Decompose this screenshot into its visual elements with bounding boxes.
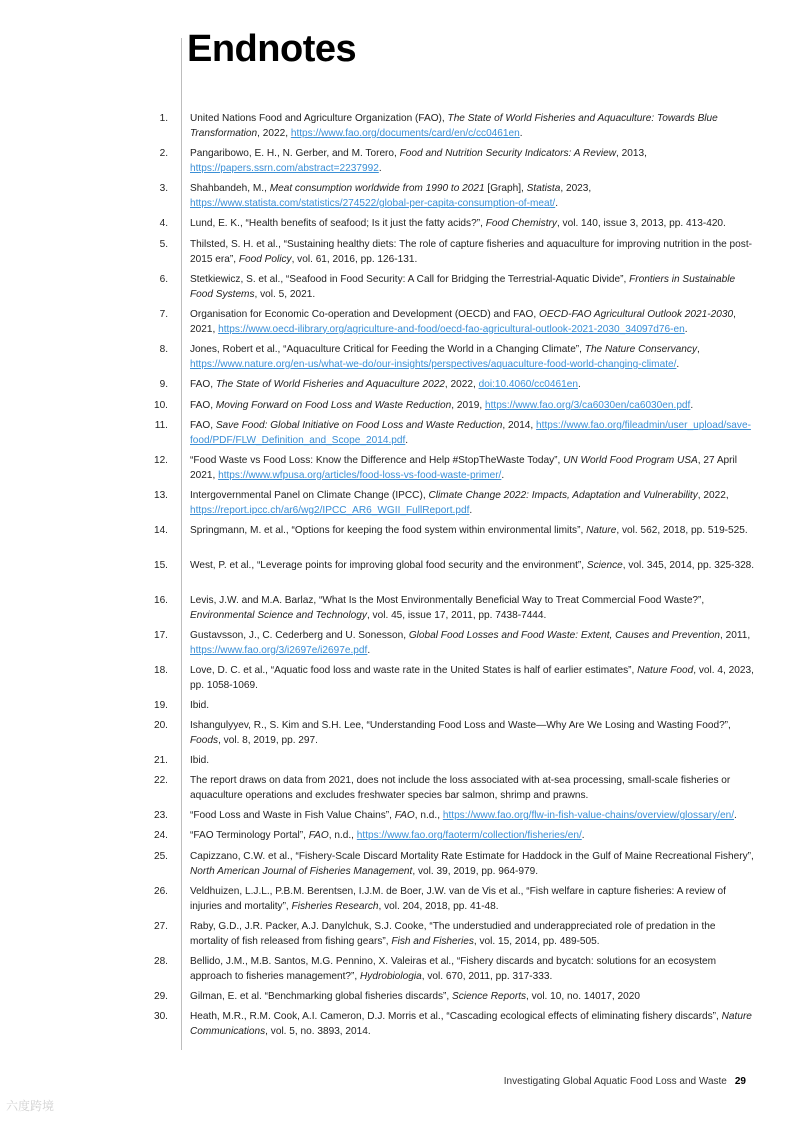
endnote-segment: , 2022,: [444, 379, 479, 390]
page-title: Endnotes: [187, 28, 357, 70]
endnote-link[interactable]: https://www.oecd-ilibrary.org/agriculture-and-food/oecd-fao-agricultural-outlook-2021-2030_34097d76-en: [218, 323, 685, 335]
endnote-text: [190, 112, 755, 142]
endnote-text: [190, 594, 755, 624]
endnote-number: 9.: [159, 379, 168, 390]
margin-rule: [181, 38, 182, 1050]
endnote-text: [190, 454, 755, 484]
endnote-number: 16.: [153, 595, 168, 606]
endnote-segment: , vol. 15, 2014, pp. 489-505.: [473, 935, 600, 947]
endnote-text: [190, 754, 755, 769]
endnote-text: [190, 629, 755, 659]
endnote-title: Science: [586, 560, 623, 571]
endnote-segment: Springmann, M. et al., “Options for keeping the food system within environmental limits”,: [190, 525, 587, 536]
endnote-text: [190, 885, 755, 915]
endnote-number: 10.: [153, 400, 168, 411]
endnote-link[interactable]: https://www.fao.org/3/i2697e/i2697e.pdf: [190, 644, 368, 656]
endnote-title: Meat consumption worldwide from 1990 to 2021: [269, 183, 485, 194]
endnote-segment: .: [405, 434, 409, 446]
endnote-segment: Pangaribowo, E. H., N. Gerber, and M. Torero,: [190, 148, 400, 159]
endnote-number: 4.: [159, 218, 168, 229]
endnote-title: Frontiers in Sustainable Food Systems: [190, 274, 736, 300]
endnote-segment: Bellido, J.M., M.B. Santos, M.G. Pennino, X. Valeiras et al., “Fishery discards and bycatch: solutions for an ecosystem approach to fisheries management?”,: [190, 956, 717, 982]
endnote-segment: , 2021,: [190, 309, 736, 335]
endnote-text: [190, 920, 755, 950]
endnote-segment: , 2013,: [616, 148, 647, 159]
endnote-segment: , vol. 45, issue 17, 2011, pp. 7438-7444.: [366, 609, 547, 621]
endnote-title: FAO: [308, 830, 329, 841]
page-footer: [470, 1076, 746, 1087]
endnote-number: 25.: [153, 851, 168, 862]
endnote-segment: , vol. 39, 2019, pp. 964-979.: [412, 865, 539, 877]
endnote-segment: , vol. 4, 2023, pp. 1058-1069.: [190, 665, 754, 691]
endnote-number: 7.: [159, 309, 168, 320]
endnote-segment: Shahbandeh, M.,: [190, 183, 270, 194]
endnote-segment: Thilsted, S. H. et al., “Sustaining healthy diets: The role of capture fisheries and aquaculture for improving nutrition in the post-2015 era”,: [190, 239, 752, 265]
endnote-number: 22.: [153, 775, 168, 786]
endnote-segment: Heath, M.R., R.M. Cook, A.I. Cameron, D.J. Morris et al., “Cascading ecological effects of eliminating fishery discards”,: [190, 1011, 722, 1022]
endnote-title: The State of World Fisheries and Aquaculture 2022: [215, 379, 445, 390]
endnote-link[interactable]: https://www.fao.org/flw-in-fish-value-chains/overview/glossary/en/: [442, 810, 734, 821]
endnote-title: OECD-FAO Agricultural Outlook 2021-2030: [538, 309, 734, 320]
endnote-number: 21.: [153, 755, 168, 766]
endnote-segment: Jones, Robert et al., “Aquaculture Critical for Feeding the World in a Changing Climate”,: [190, 344, 585, 355]
endnote-segment: .: [501, 469, 505, 481]
endnote-text: [190, 524, 755, 539]
endnote-segment: “FAO Terminology Portal”,: [190, 830, 309, 841]
endnote-title: North American Journal of Fisheries Management: [190, 865, 413, 877]
endnote-link[interactable]: https://www.fao.org/3/ca6030en/ca6030en.pdf: [484, 400, 691, 411]
endnote-number: 13.: [153, 490, 168, 501]
endnote-segment: Stetkiewicz, S. et al., “Seafood in Food Security: A Call for Bridging the Terrestrial-Aquatic Divide”,: [190, 274, 630, 285]
endnote-segment: “Food Loss and Waste in Fish Value Chains”,: [190, 810, 395, 821]
endnote-segment: Lund, E. K., “Health benefits of seafood; Is it just the fatty acids?”,: [190, 218, 486, 229]
endnote-title: Nature Food: [637, 665, 694, 676]
endnote-segment: , 27 April 2021,: [190, 455, 738, 481]
endnote-link[interactable]: https://www.nature.org/en-us/what-we-do/our-insights/perspectives/aquaculture-food-world-changing-climate/: [190, 358, 677, 370]
watermark-logo: 六度跨境: [6, 1099, 55, 1113]
endnote-text: [190, 308, 755, 338]
endnote-number: 8.: [159, 344, 168, 355]
endnote-number: 3.: [159, 183, 168, 194]
endnote-segment: ,: [697, 344, 700, 355]
endnote-link[interactable]: https://www.fao.org/documents/card/en/c/cc0461en: [290, 127, 520, 139]
endnote-number: 6.: [159, 274, 168, 285]
endnote-text: [190, 378, 755, 393]
endnote-segment: Levis, J.W. and M.A. Barlaz, “What Is the Most Environmentally Beneficial Way to Treat Commercial Food Waste?”,: [190, 595, 705, 606]
endnote-segment: , vol. 5, no. 3893, 2014.: [265, 1025, 371, 1037]
endnote-title: The State of World Fisheries and Aquaculture: Towards Blue Transformation: [190, 113, 718, 139]
endnote-segment: Intergovernmental Panel on Climate Change (IPCC),: [190, 490, 429, 501]
endnote-title: Fish and Fisheries: [391, 935, 474, 947]
endnote-number: 1.: [159, 113, 168, 124]
endnote-title: UN World Food Program USA: [563, 455, 698, 466]
endnote-segment: .: [577, 379, 581, 390]
endnote-title: Fisheries Research: [291, 900, 379, 912]
endnote-link[interactable]: https://www.wfpusa.org/articles/food-loss-vs-food-waste-primer/: [218, 469, 502, 481]
footer-text: Investigating Global Aquatic Food Loss and Waste: [503, 1076, 727, 1087]
endnote-title: Food Policy: [238, 253, 292, 265]
endnote-text: [190, 217, 755, 232]
endnote-segment: .: [676, 358, 680, 370]
endnote-number: 23.: [153, 810, 168, 821]
endnote-segment: FAO,: [190, 420, 216, 431]
endnote-segment: , vol. 5, 2021.: [254, 288, 316, 300]
endnote-segment: Capizzano, C.W. et al., “Fishery-Scale Discard Mortality Rate Estimate for Haddock in the Gulf of Maine Recreational Fishery”,: [190, 851, 754, 862]
endnote-segment: , vol. 204, 2018, pp. 41-48.: [378, 900, 499, 912]
endnote-segment: .: [555, 197, 559, 209]
endnote-segment: , vol. 140, issue 3, 2013, pp. 413-420.: [556, 218, 726, 229]
endnote-segment: , 2014,: [502, 420, 537, 431]
endnote-number: 2.: [159, 148, 168, 159]
endnote-segment: , 2023,: [560, 183, 592, 194]
endnote-segment: , 2019,: [451, 400, 485, 411]
endnote-number: 20.: [153, 720, 168, 731]
endnote-number: 28.: [153, 956, 168, 967]
endnote-text: [190, 664, 755, 694]
endnote-title: Statista: [526, 183, 561, 194]
endnote-segment: , 2022,: [697, 490, 729, 501]
endnote-segment: , vol. 10, no. 14017, 2020: [526, 991, 640, 1002]
endnote-link[interactable]: https://www.fao.org/fileadmin/user_upload/save-food/PDF/FLW_Definition_and_Scope_2014.pdf: [190, 420, 751, 446]
endnote-segment: Love, D. C. et al., “Aquatic food loss and waste rate in the United States is half of earlier estimates”,: [190, 665, 638, 676]
endnote-segment: Raby, G.D., J.R. Packer, A.J. Danylchuk, S.J. Cooke, “The understudied and underappreciated role of predation in the mortality of fish released from fishing gears”,: [190, 921, 716, 947]
endnote-segment: [Graph],: [484, 183, 527, 194]
endnote-link[interactable]: https://report.ipcc.ch/ar6/wg2/IPCC_AR6_WGII_FullReport.pdf: [190, 504, 470, 516]
endnote-number: 18.: [153, 665, 168, 676]
endnote-link[interactable]: https://www.statista.com/statistics/274522/global-per-capita-consumption-of-meat/: [190, 197, 556, 209]
endnote-title: Food and Nutrition Security Indicators: A Review: [399, 148, 617, 159]
endnote-segment: .: [367, 644, 371, 656]
endnote-segment: , n.d.,: [328, 830, 357, 841]
endnote-text: [190, 774, 755, 804]
endnote-title: Science Reports: [451, 991, 527, 1002]
endnote-segment: FAO,: [190, 400, 216, 411]
endnote-text: [190, 850, 755, 880]
endnote-segment: United Nations Food and Agriculture Organization (FAO),: [190, 113, 448, 124]
endnote-text: [190, 147, 755, 177]
endnote-title: Hydrobiologia: [360, 970, 422, 982]
endnote-title: FAO: [394, 810, 415, 821]
endnote-text: [190, 829, 755, 844]
endnote-segment: West, P. et al., “Leverage points for improving global food security and the environment”,: [190, 560, 587, 571]
endnote-title: The Nature Conservancy: [584, 344, 697, 355]
endnote-segment: The report draws on data from 2021, does not include the loss associated with at-sea processing, small-scale fisheries or aquaculture operations and excludes freshwater species bar salmon, shrimp and prawns.: [190, 775, 731, 801]
endnote-segment: , vol. 562, 2018, pp. 519-525.: [616, 525, 748, 536]
endnote-text: [190, 343, 755, 373]
endnote-number: 24.: [153, 830, 168, 841]
endnote-number: 19.: [153, 700, 168, 711]
endnote-number: 14.: [153, 525, 168, 536]
endnote-text: [190, 559, 755, 574]
endnote-title: Save Food: Global Initiative on Food Loss and Waste Reduction: [215, 420, 503, 431]
endnote-number: 12.: [153, 455, 168, 466]
endnote-number: 26.: [153, 886, 168, 897]
endnote-title: Moving Forward on Food Loss and Waste Reduction: [215, 400, 452, 411]
endnote-title: Environmental Science and Technology: [190, 609, 367, 621]
endnote-segment: , vol. 670, 2011, pp. 317-333.: [421, 970, 553, 982]
endnote-segment: Organisation for Economic Co-operation and Development (OECD) and FAO,: [190, 309, 539, 320]
endnote-text: [190, 238, 755, 268]
endnote-number: 15.: [153, 560, 168, 571]
endnote-segment: , 2011,: [720, 630, 751, 641]
endnote-text: [190, 419, 755, 449]
endnote-number: 5.: [159, 239, 168, 250]
endnote-number: 17.: [153, 630, 168, 641]
endnote-number: 30.: [153, 1011, 168, 1022]
endnote-segment: Ishangulyyev, R., S. Kim and S.H. Lee, “Understanding Food Loss and Waste—Why Are We Losing and Wasting Food?”,: [190, 720, 731, 731]
endnote-segment: , n.d.,: [414, 810, 443, 821]
endnote-segment: .: [581, 830, 585, 841]
endnote-segment: , vol. 345, 2014, pp. 325-328.: [622, 560, 755, 571]
endnote-text: [190, 809, 755, 824]
endnote-title: Global Food Losses and Food Waste: Extent, Causes and Prevention: [408, 630, 721, 641]
endnote-segment: “Food Waste vs Food Loss: Know the Difference and Help #StopTheWaste Today”,: [190, 455, 564, 466]
endnote-segment: FAO,: [190, 379, 216, 390]
endnote-text: [190, 955, 755, 985]
endnote-title: Nature: [586, 525, 617, 536]
endnote-link[interactable]: doi:10.4060/cc0461en: [478, 379, 578, 390]
endnote-segment: Gustavsson, J., C. Cederberg and U. Sonesson,: [190, 630, 409, 641]
endnote-text: [190, 719, 755, 749]
endnote-text: [190, 489, 755, 519]
endnote-segment: .: [690, 400, 694, 411]
endnote-text: [190, 1010, 755, 1040]
endnote-segment: .: [519, 127, 523, 139]
endnote-text: [190, 273, 755, 303]
endnote-title: Nature Communications: [190, 1011, 752, 1037]
endnote-segment: .: [378, 162, 382, 174]
endnote-link[interactable]: https://www.fao.org/faoterm/collection/fisheries/en/: [356, 830, 582, 841]
endnote-text: [190, 990, 755, 1005]
endnote-segment: Veldhuizen, L.J.L., P.B.M. Berentsen, I.J.M. de Boer, J.W. van de Vis et al., “Fish welfare in capture fisheries: A review of injuries and mortality”,: [190, 886, 726, 912]
endnote-segment: .: [469, 504, 473, 516]
endnote-number: 29.: [153, 991, 168, 1002]
endnote-segment: , 2022,: [257, 127, 291, 139]
endnote-segment: , vol. 61, 2016, pp. 126-131.: [291, 253, 418, 265]
endnote-number: 27.: [153, 921, 168, 932]
endnote-segment: Ibid.: [190, 755, 210, 766]
page-number: 29: [734, 1076, 746, 1087]
endnote-segment: , vol. 8, 2019, pp. 297.: [218, 734, 318, 746]
endnote-link[interactable]: https://papers.ssrn.com/abstract=2237992: [190, 162, 379, 174]
endnote-text: [190, 182, 755, 212]
endnote-segment: .: [684, 323, 688, 335]
endnote-segment: Ibid.: [190, 700, 210, 711]
endnote-segment: Gilman, E. et al. “Benchmarking global fisheries discards”,: [190, 991, 452, 1002]
endnote-title: Climate Change 2022: Impacts, Adaptation and Vulnerability: [428, 490, 698, 501]
endnote-text: [190, 699, 755, 714]
endnote-text: [190, 399, 755, 414]
endnote-title: Food Chemistry: [485, 218, 557, 229]
endnote-number: 11.: [154, 420, 168, 431]
endnote-title: Foods: [190, 734, 219, 746]
endnote-segment: .: [734, 810, 737, 821]
